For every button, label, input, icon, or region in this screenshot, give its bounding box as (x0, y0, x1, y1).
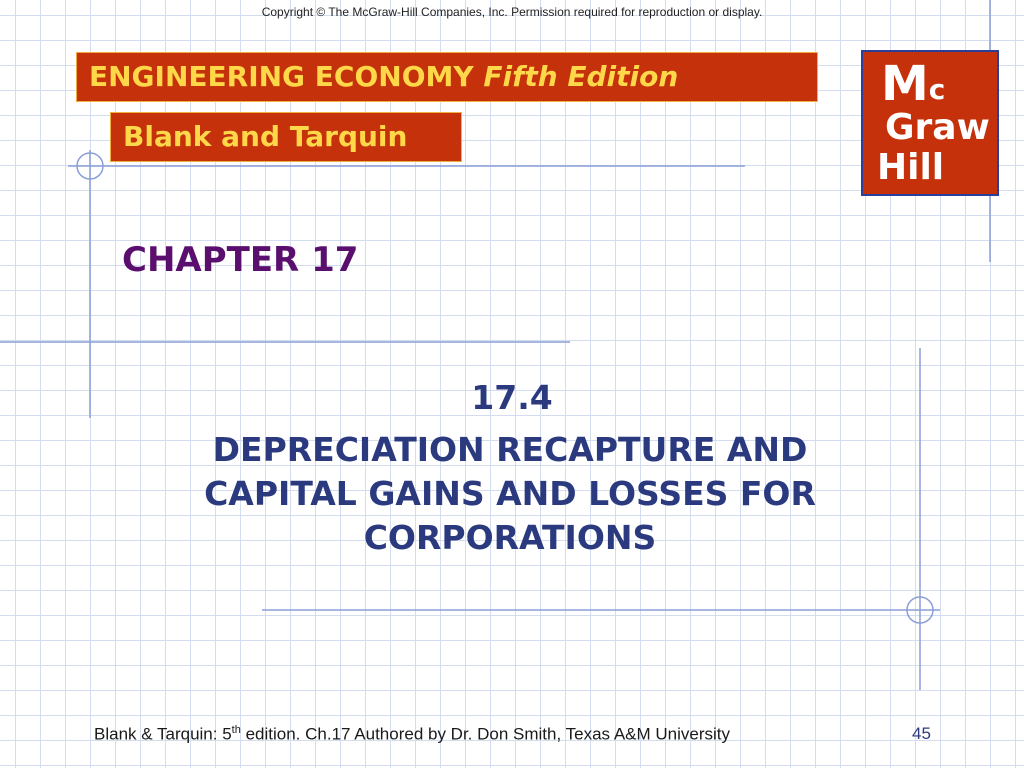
section-number: 17.4 (471, 378, 553, 417)
chapter-heading: CHAPTER 17 (122, 240, 359, 280)
book-edition: Fifth Edition (483, 60, 679, 93)
logo-line-2: Graw (885, 107, 990, 148)
mcgraw-hill-logo (861, 50, 999, 196)
copyright-notice: Copyright © The McGraw-Hill Companies, Inc. Permission required for reproduction or display. (261, 5, 763, 19)
footer-superscript: th (231, 724, 241, 736)
book-title: ENGINEERING ECONOMY (89, 60, 474, 93)
footer-credit (94, 724, 730, 745)
logo-line-3: Hill (877, 147, 945, 188)
page-number: 45 (912, 724, 931, 743)
book-title-banner (76, 52, 818, 102)
logo-line-1 (881, 56, 945, 112)
authors-banner (110, 112, 462, 162)
footer-text-end: edition. Ch.17 Authored by Dr. Don Smith, Texas A&M University (240, 724, 730, 744)
logo-c: c (928, 73, 946, 106)
authors-label: Blank and Tarquin (123, 120, 408, 153)
section-title: DEPRECIATION RECAPTURE AND CAPITAL GAINS AND LOSSES FOR CORPORATIONS (204, 430, 816, 557)
footer-text-start: Blank & Tarquin: 5 (94, 724, 232, 744)
logo-m: M (881, 56, 929, 112)
